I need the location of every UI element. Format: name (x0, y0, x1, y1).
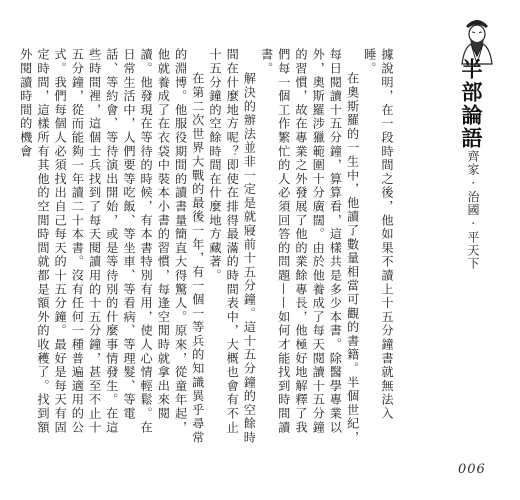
paragraph-4: 在第二次世界大戰的最後一年，有一個一等兵的知識異乎尋常的淵博。他服役期間的讀書量簡直大得驚人。原來，從童年起，他就養成了在衣袋中裝本小書的習慣，每逢空閒時就拿出來閱讀。他發現在等待的時候，有本書特別有用，使人心情輕鬆。在日常生活中，人們要等吃飯、等坐車、等看病、等理髮、等電話、等約會、等待演出開始，或是等待別的什麼事情發生。在這些時間裡，這個士兵找到了每天閱讀用的十五分鐘，甚至不止十五分鐘，從而能夠一年讀二十本書。沒有任何一種普遍適用的公式。我們每個人必須找出自己每天的十五分鐘。最好是每天有固定時間，這樣所有其他的空閒時間就都是額外的收穫了。找到額外閱讀時間的機會 (18, 48, 205, 445)
paragraph-2: 在奧斯羅的一生中，他讀了數量相當可觀的書籍。半個世紀，每日閱讀十五分鐘，算算看，這樣共是多少本書。除醫學專業以外，奧斯羅涉獵範圍十分廣闊。由於他養成了每天閱讀十五分鐘的習慣，故在專業之外發展了他的業餘專長，他極好地解釋了我們每一個工作繁忙的人必須回答的問題——如何才能找到時間讀書。 (259, 48, 360, 445)
confucius-portrait-icon (452, 12, 502, 64)
paragraph-3: 解決的辦法並非一定是就寢前十五分鐘。這十五分鐘的空餘時間在什麼地方呢？即使在排得最滿的時間表中，大概也會有不止十五分鐘的空餘時間在什麼地方藏著。 (207, 48, 257, 445)
page-number: 006 (458, 462, 486, 477)
body-text (18, 48, 395, 448)
paragraph-1: 據說明，在一段時間之後，他如果不讀上十五分鐘書就無法入睡。 (362, 48, 394, 421)
section-path: 齊家 · 治國 · 平天下 (466, 150, 480, 270)
book-title: 半部論語 (459, 58, 484, 150)
